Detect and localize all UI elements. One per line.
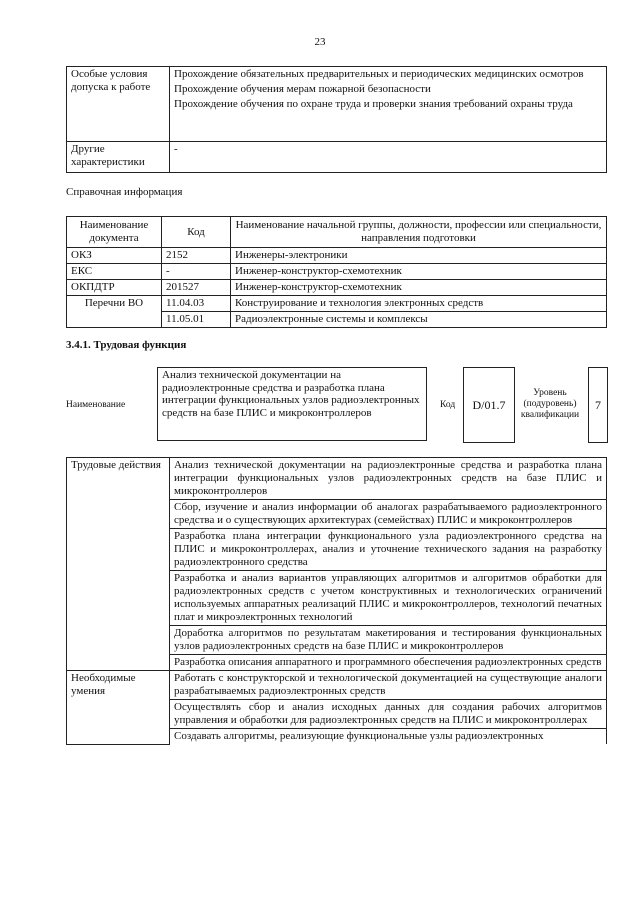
table-row (67, 248, 607, 264)
level-value-box: 7 (588, 367, 608, 443)
table-cell: Перечни ВО (67, 296, 162, 328)
function-name-box: Анализ технической документации на радиоэлектронные средства и разработка плана интеграции функциональных узлов радиоэлектронных средств на базе ПЛИС и микроконтроллеров (157, 367, 427, 441)
table-cell: 2152 (162, 248, 231, 264)
table-cell: ОКПДТР (67, 280, 162, 296)
list-item: Разработка описания аппаратного и программного обеспечения радиоэлектронных средств (170, 655, 607, 671)
list-item: Создавать алгоритмы, реализующие функциональные узлы радиоэлектронных (170, 729, 607, 745)
table-cell: 201527 (162, 280, 231, 296)
table-cell: 11.04.03 (162, 296, 231, 312)
table-cell: ЕКС (67, 264, 162, 280)
table-row (67, 280, 607, 296)
column-header: Код (162, 217, 231, 248)
list-item: Анализ технической документации на радиоэлектронные средства и разработка плана интеграции функциональных узлов радиоэлектронных средств на базе ПЛИС и микроконтроллеров (170, 458, 607, 500)
level-label: Уровень (подуровень) квалификации (520, 388, 580, 420)
table-row (67, 142, 607, 173)
table-row (67, 458, 607, 500)
column-header: Наименование начальной группы, должности, профессии или специальности, направления подготовки (231, 217, 607, 248)
table-cell: Конструирование и технология электронных средств (231, 296, 607, 312)
section-label: Трудовые действия (67, 458, 170, 671)
table-header-row (67, 217, 607, 248)
list-item: Сбор, изучение и анализ информации об аналогах разрабатываемого радиоэлектронного средства и о существующих архитектурах (семействах) ПЛИС и микроконтроллеров (170, 500, 607, 529)
list-item: Разработка плана интеграции функционального узла радиоэлектронного средства на ПЛИС и микроконтроллерах, анализ и уточнение технического задания на разработку радиоэлектронного средства (170, 529, 607, 571)
column-header: Наименование документа (67, 217, 162, 248)
table-cell: Инженер-конструктор-схемотехник (231, 280, 607, 296)
code-label: Код (440, 400, 456, 410)
list-item: Работать с конструкторской и технологической документацией на существующие аналоги разрабатываемых радиоэлектронных средств (170, 671, 607, 700)
page-number: 23 (314, 36, 326, 48)
row-content: - (170, 142, 607, 173)
table-row (67, 264, 607, 280)
name-label: Наименование (66, 400, 126, 410)
labor-function-table (66, 457, 607, 745)
section-title: 3.4.1. Трудовая функция (66, 339, 187, 351)
list-item: Осуществлять сбор и анализ исходных данных для создания рабочих алгоритмов управления и обработки для радиоэлектронных средств на ПЛИС и микроконтроллерах (170, 700, 607, 729)
table-row (67, 671, 607, 700)
table-row (67, 67, 607, 142)
list-item: Прохождение обязательных предварительных и периодических медицинских осмотров (174, 68, 584, 80)
table-cell: Инженер-конструктор-схемотехник (231, 264, 607, 280)
table-row (67, 296, 607, 312)
reference-title: Справочная информация (66, 186, 183, 198)
row-label: Другие характеристики (67, 142, 170, 173)
list-item: Прохождение обучения мерам пожарной безопасности (174, 83, 431, 95)
function-code-box: D/01.7 (463, 367, 515, 443)
table-cell: ОКЗ (67, 248, 162, 264)
section-label: Необходимые умения (67, 671, 170, 745)
reference-table (66, 216, 607, 328)
table-cell: Радиоэлектронные системы и комплексы (231, 312, 607, 328)
row-label: Особые условия допуска к работе (67, 67, 170, 142)
row-content (170, 67, 607, 142)
list-item: Разработка и анализ вариантов управляющих алгоритмов и алгоритмов обработки для радиоэлектронных средств с учетом конструктивных и технологических ограничений используемых аппаратных реализаций ПЛИС и микроконтроллеров, технологий печатных плат и микроэлектронных технологий (170, 571, 607, 626)
admission-conditions-table (66, 66, 607, 173)
table-cell: 11.05.01 (162, 312, 231, 328)
table-cell: - (162, 264, 231, 280)
list-item: Доработка алгоритмов по результатам макетирования и тестирования функциональных узлов радиоэлектронных средств на базе ПЛИС и микроконтроллеров (170, 626, 607, 655)
list-item: Прохождение обучения по охране труда и проверки знания требований охраны труда (174, 98, 573, 110)
table-cell: Инженеры-электроники (231, 248, 607, 264)
